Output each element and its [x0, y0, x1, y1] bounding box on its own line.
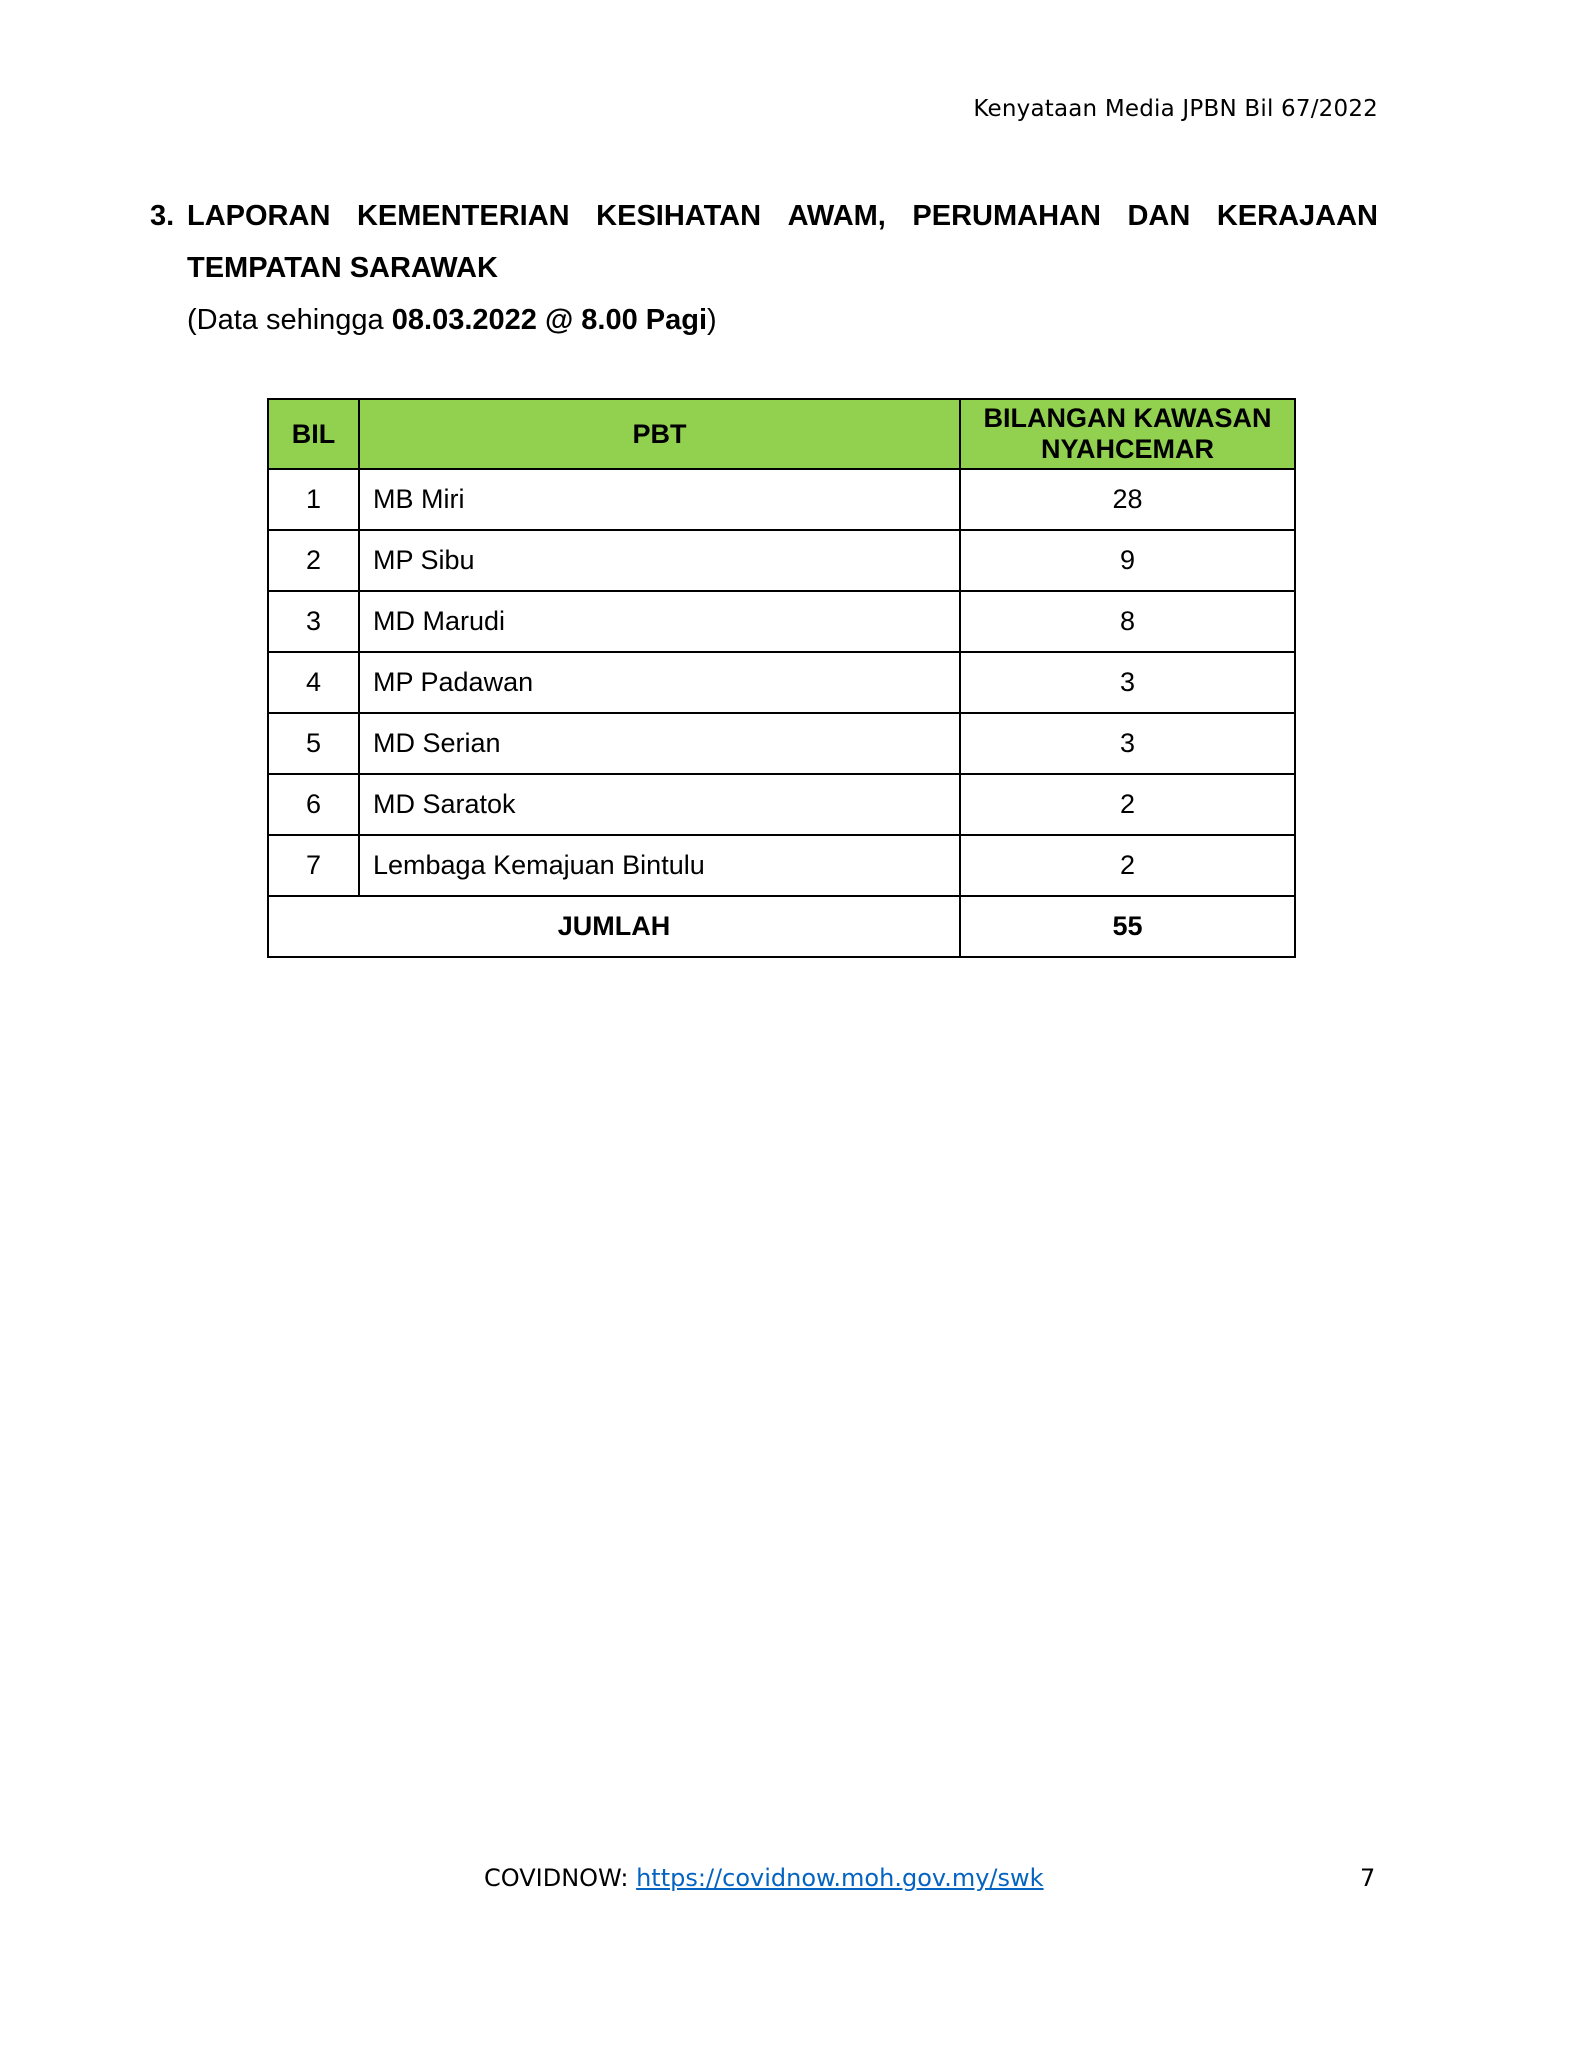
- cell-pbt: Lembaga Kemajuan Bintulu: [359, 835, 960, 896]
- section-title-line1: [187, 190, 1378, 242]
- footer-source: [484, 1864, 1044, 1892]
- cell-bil: 1: [268, 469, 359, 530]
- cell-bil: 3: [268, 591, 359, 652]
- section-title: [187, 190, 1378, 294]
- total-label: JUMLAH: [268, 896, 960, 957]
- table-row: [268, 591, 1295, 652]
- cell-count: 3: [960, 713, 1295, 774]
- title-word: KESIHATAN: [596, 200, 762, 232]
- section-number: 3.: [150, 200, 175, 232]
- covidnow-link[interactable]: https://covidnow.moh.gov.my/swk: [636, 1864, 1044, 1892]
- table-row: [268, 652, 1295, 713]
- cell-bil: 6: [268, 774, 359, 835]
- table-row: [268, 530, 1295, 591]
- decontaminated-areas-table: [267, 398, 1296, 958]
- cell-pbt: MD Saratok: [359, 774, 960, 835]
- title-word: PERUMAHAN: [912, 200, 1101, 232]
- column-header-pbt: PBT: [359, 399, 960, 469]
- cell-count: 3: [960, 652, 1295, 713]
- table-total-row: [268, 896, 1295, 957]
- title-word: AWAM,: [787, 200, 886, 232]
- section-3: [150, 190, 1378, 346]
- table-row: [268, 835, 1295, 896]
- cell-pbt: MP Padawan: [359, 652, 960, 713]
- title-word: LAPORAN: [187, 200, 331, 232]
- document-reference: Kenyataan Media JPBN Bil 67/2022: [973, 96, 1378, 122]
- cell-bil: 7: [268, 835, 359, 896]
- date-note-prefix: (Data sehingga: [187, 304, 392, 336]
- date-note-suffix: ): [707, 304, 717, 336]
- cell-bil: 5: [268, 713, 359, 774]
- section-heading: [150, 190, 1378, 294]
- cell-pbt: MD Serian: [359, 713, 960, 774]
- table-row: [268, 713, 1295, 774]
- title-word: KEMENTERIAN: [356, 200, 570, 232]
- date-note-datetime: 08.03.2022 @ 8.00 Pagi: [391, 304, 708, 336]
- table-row: [268, 469, 1295, 530]
- cell-count: 9: [960, 530, 1295, 591]
- footer-source-label: COVIDNOW:: [484, 1864, 637, 1892]
- cell-count: 2: [960, 774, 1295, 835]
- column-header-count: BILANGAN KAWASAN NYAHCEMAR: [960, 399, 1295, 469]
- cell-bil: 2: [268, 530, 359, 591]
- section-title-line2: TEMPATAN SARAWAK: [187, 252, 498, 284]
- cell-pbt: MD Marudi: [359, 591, 960, 652]
- cell-count: 28: [960, 469, 1295, 530]
- page-number: 7: [1360, 1864, 1376, 1892]
- cell-pbt: MB Miri: [359, 469, 960, 530]
- data-date-note: [187, 294, 1378, 346]
- title-word: DAN: [1127, 200, 1191, 232]
- cell-bil: 4: [268, 652, 359, 713]
- cell-pbt: MP Sibu: [359, 530, 960, 591]
- title-word: KERAJAAN: [1216, 200, 1378, 232]
- table-header-row: [268, 399, 1295, 469]
- cell-count: 2: [960, 835, 1295, 896]
- cell-count: 8: [960, 591, 1295, 652]
- total-value: 55: [960, 896, 1295, 957]
- column-header-bil: BIL: [268, 399, 359, 469]
- table-row: [268, 774, 1295, 835]
